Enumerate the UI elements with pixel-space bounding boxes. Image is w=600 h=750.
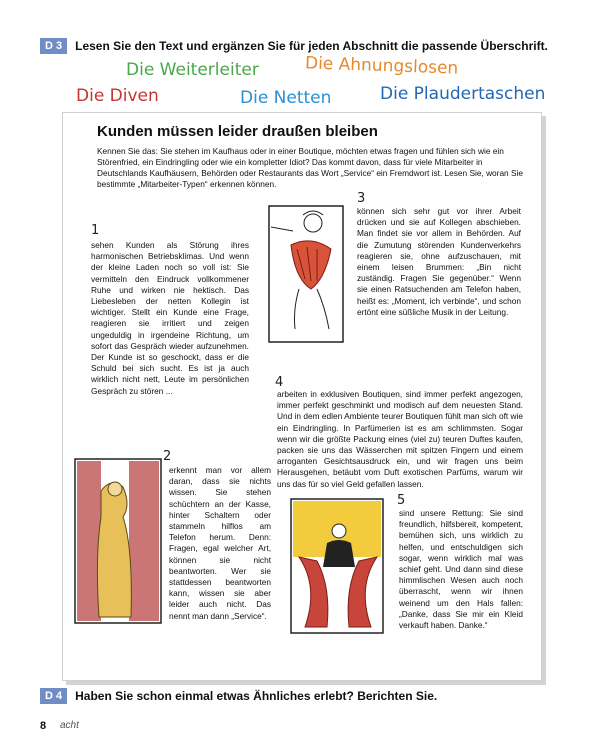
illustration-ahnungslosen	[71, 451, 167, 627]
heading-ahnungslosen: Die Ahnungslosen	[304, 53, 459, 79]
illustration-netten	[289, 497, 385, 635]
section-number: 2	[163, 449, 172, 464]
section-number: 5	[397, 493, 406, 508]
task-instruction: Lesen Sie den Text und ergänzen Sie für jeden Abschnitt die passende Überschrift.	[75, 39, 548, 53]
section-number: 4	[275, 375, 284, 390]
page-number: 8	[40, 720, 47, 732]
article-title: Kunden müssen leider draußen bleiben	[97, 123, 378, 140]
task-label: D 4	[40, 688, 67, 704]
heading-weiterleiter: Die Weiterleiter	[126, 60, 259, 80]
task-d4	[40, 688, 437, 704]
heading-netten: Die Netten	[240, 88, 332, 108]
section-5-text: sind unsere Rettung: Sie sind freundlich, hilfsbereit, kompetent, bemühen sich, uns wirklich zu helfen, und entschuldigen sich sogar, wenn wirklich mal was schief geht. Und dann sind diese himmlischen Wesen auch noch überrascht, wenn wir ihnen weinend um den Hals fallen: „Danke, dass Sie mir ein Kleid verkauft haben. Danke.“	[399, 508, 523, 631]
article-intro: Kennen Sie das: Sie stehen im Kaufhaus oder in einer Boutique, möchten etwas fragen und fühlen sich wie ein Störenfried, ein Eindringling oder wie ein kompletter Idiot? Das kommt davon, dass für viele Mitarbeiter in Deutschlands Kaufhäusern, Behörden oder Restaurants das Wort „Service“ ein Fremdwort ist. Lesen Sie, woran Sie bestimmte „Mitarbeiter-Typen“ erkennen können.	[97, 146, 523, 189]
heading-diven: Die Diven	[76, 86, 159, 106]
section-number: 1	[91, 223, 100, 238]
section-4-text: arbeiten in exklusiven Boutiquen, sind immer perfekt angezogen, immer perfekt geschminkt und modisch auf dem neuesten Stand. Und in dem edlen Ambiente teurer Boutiquen fühlt man sich oft wie ein Eindringling. In Parfümerien ist es am schlimmsten. Sogar wenn wir die größte Packung eines (viel zu) teuren Duftes kaufen, packen sie uns das Wässerchen mit spitzen Fingern und einem arroganten Gesichtsausdruck ein, und wir fragen uns beim Herausgehen, betäubt vom Duft exotischen Parfüms, warum wir uns das für so viel Geld gefallen lassen.	[277, 389, 523, 489]
section-3-text: können sich sehr gut vor ihrer Arbeit drücken und sie auf Kollegen abschieben. Man findet sie vor allem in Behörden. Auf die Zumutung störenden Kundenverkehrs reagieren sie, ohne aufzuschauen, mit einem leisen Brummen: „Bin nicht zuständig. Fragen Sie gegenüber.“ Wenn sie einen Ratsuchenden am Telefon haben, heißt es: „Moment, ich verbinde“, und schon ertönt eine süßliche Musik in der Leitung.	[357, 206, 521, 317]
article-card	[62, 112, 542, 681]
illustration-weiterleiter	[263, 203, 347, 345]
task-d3	[40, 38, 548, 54]
section-2-text: erkennt man vor allem daran, dass sie nichts wissen. Sie stehen schüchtern an der Kasse, hinter Schaltern oder stammeln hilflos am Telefon herum. Denn: Fragen, egal welcher Art, können sie nicht beantworten. Wer sie stattdessen beantworten kann, wissen sie aber leider auch nicht. Das nennt man dann „Service“.	[169, 465, 271, 621]
task-label: D 3	[40, 38, 67, 54]
section-1-text: sehen Kunden als Störung ihres harmonischen Betriebsklimas. Und wenn der kleine Laden noch so voll ist: Sie vermitteln den Eindruck vollkommener Ruhe und wirken nie hektisch. Das Liebesleben der netten Kollegin ist wichtiger. Stellt ein Kunde eine Frage, reagieren sie irritiert und zeigen ungeduldig in irgendeine Richtung, um sofort das Gespräch wieder aufzunehmen. Der Kunde ist so geschockt, dass er die Schuld bei sich sucht. Es ist ja auch wirklich nicht nett, Leute im persönlichen Gespräch zu stören ...	[91, 240, 249, 396]
section-number: 3	[357, 191, 366, 206]
heading-plaudertaschen: Die Plaudertaschen	[380, 84, 546, 104]
task-instruction: Haben Sie schon einmal etwas Ähnliches erlebt? Berichten Sie.	[75, 689, 438, 703]
page-word: acht	[60, 720, 79, 731]
